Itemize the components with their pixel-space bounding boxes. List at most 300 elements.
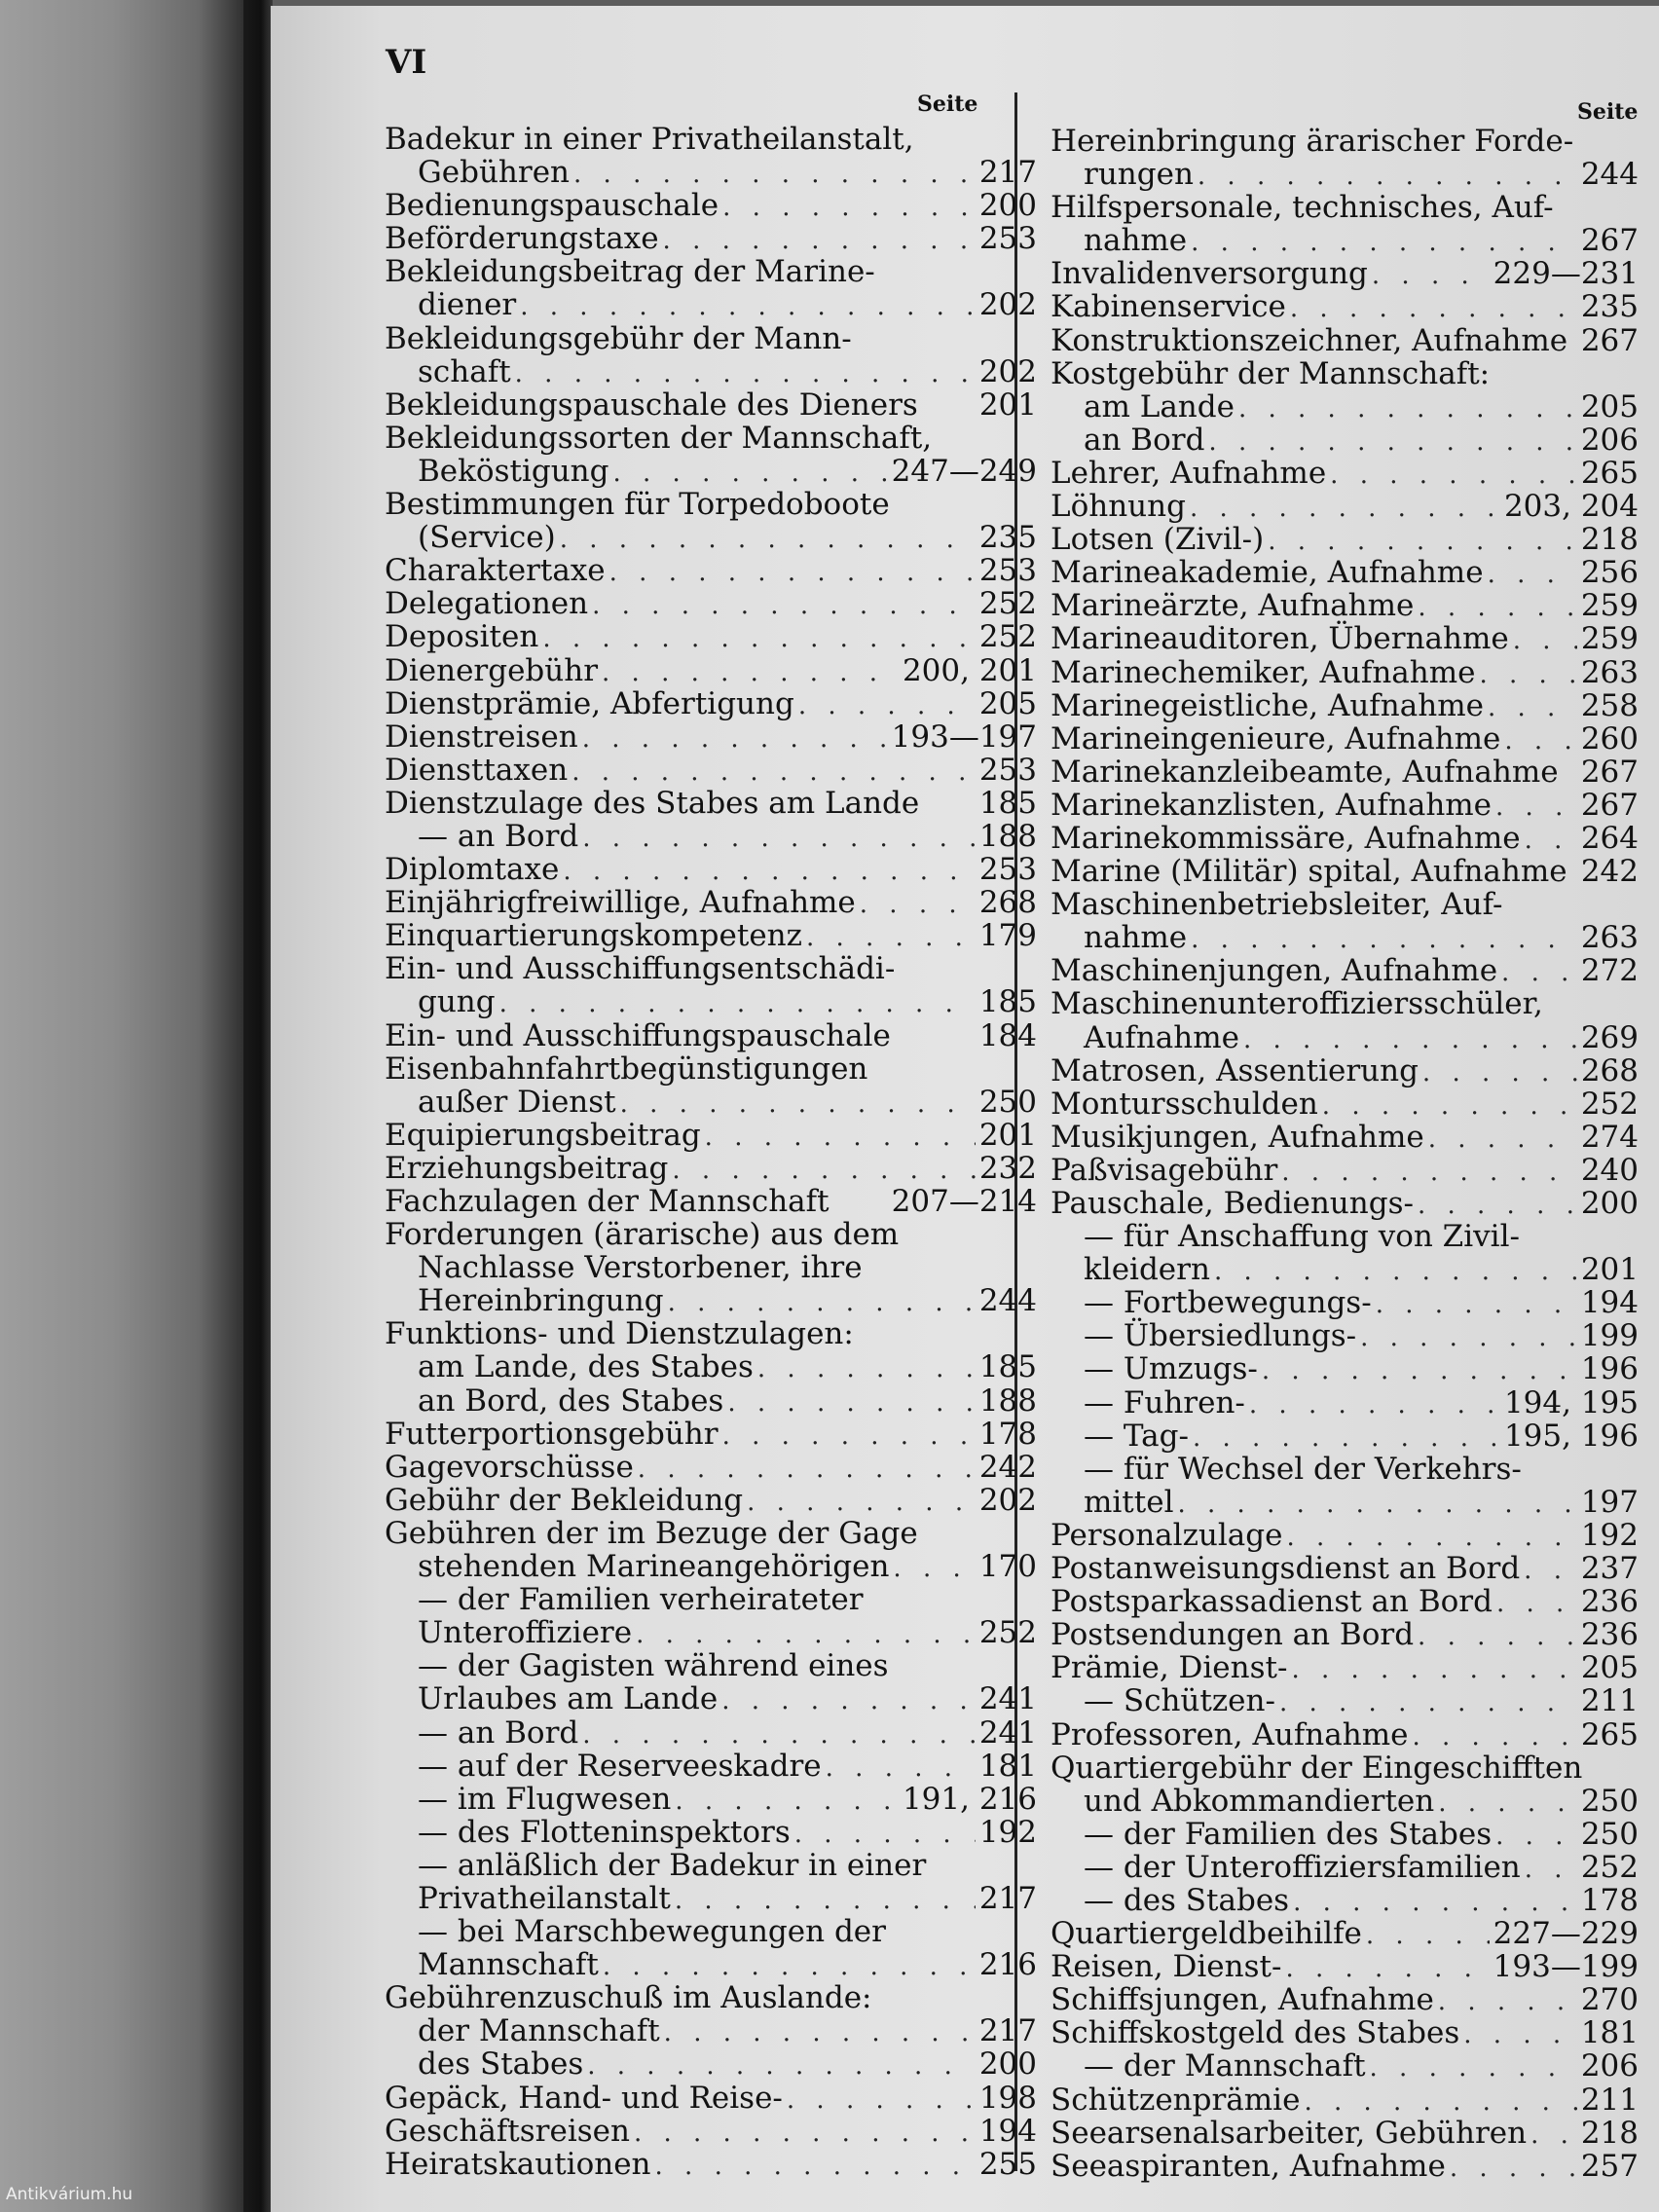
index-entry bbox=[1051, 1419, 1639, 1453]
leader-dots bbox=[893, 1552, 975, 1585]
leader-dots bbox=[1191, 226, 1577, 259]
index-entry-page: 258 bbox=[1580, 687, 1639, 723]
index-entry bbox=[1051, 789, 1639, 822]
index-entry bbox=[385, 222, 1037, 255]
index-entry bbox=[1051, 1585, 1639, 1618]
index-entry-term: Professoren, Aufnahme bbox=[1051, 1716, 1409, 1752]
index-entry bbox=[385, 1882, 1037, 1915]
leader-dots bbox=[722, 191, 976, 224]
leader-dots bbox=[1191, 923, 1577, 956]
index-entry-page: 267 bbox=[1580, 787, 1639, 823]
index-entry-term: Montursschulden bbox=[1051, 1086, 1318, 1122]
index-entry bbox=[385, 2014, 1037, 2047]
index-entry bbox=[385, 1816, 1037, 1849]
index-entry-term: — der Unteroffiziersfamilien bbox=[1084, 1849, 1521, 1885]
leader-dots bbox=[1488, 558, 1577, 591]
index-entry-term: Einjährigfreiwillige, Aufnahme bbox=[385, 885, 856, 921]
index-entry-term: Pauschale, Bedienungs- bbox=[1051, 1186, 1414, 1221]
index-entry bbox=[1051, 1319, 1639, 1352]
index-entry-page: 244 bbox=[978, 1283, 1037, 1319]
leader-dots bbox=[609, 556, 976, 589]
index-entry-page: 252 bbox=[1580, 1849, 1639, 1885]
index-entry-page: 272 bbox=[1580, 953, 1639, 989]
index-entry-page: 170 bbox=[978, 1549, 1037, 1585]
index-entry-page: 205 bbox=[1580, 1650, 1639, 1686]
index-entry-page: 253 bbox=[978, 553, 1037, 589]
index-entry-page: 188 bbox=[978, 818, 1037, 854]
index-entry bbox=[1051, 1486, 1639, 1519]
index-entry-page: 253 bbox=[978, 752, 1037, 788]
index-entry-term: Schützenprämie bbox=[1051, 2082, 1301, 2118]
leader-dots bbox=[1208, 425, 1576, 459]
index-entry-term: Maschinenbetriebsleiter, Auf- bbox=[1051, 887, 1503, 923]
index-entry-term: Futterportionsgebühr bbox=[385, 1416, 719, 1452]
index-entry-page: 263 bbox=[1580, 920, 1639, 956]
index-entry-term: Diensttaxen bbox=[385, 752, 569, 788]
index-entry-page: 252 bbox=[978, 619, 1037, 655]
index-entry-page: 235 bbox=[978, 520, 1037, 556]
index-entry-term: Dienergebühr bbox=[385, 652, 599, 688]
index-entry-term: Kabinenservice bbox=[1051, 289, 1286, 325]
index-entry-term: am Lande, des Stabes bbox=[418, 1349, 754, 1385]
index-entry bbox=[385, 189, 1037, 222]
index-entry bbox=[1051, 424, 1639, 457]
index-entry bbox=[1051, 324, 1639, 357]
index-entry bbox=[385, 1915, 1037, 1948]
index-entry-page: 253 bbox=[978, 221, 1037, 257]
index-entry bbox=[385, 1451, 1037, 1484]
index-entry-term: Erziehungsbeitrag bbox=[385, 1150, 669, 1186]
index-entry-term: Quartiergebühr der Eingeschifften bbox=[1051, 1750, 1583, 1786]
index-entry-term: Dienstzulage des Stabes am Lande bbox=[385, 785, 920, 821]
index-entry-page: 193—199 bbox=[1493, 1949, 1639, 1985]
index-entry-term: Geschäftsreisen bbox=[385, 2113, 630, 2149]
index-entry bbox=[1051, 2083, 1639, 2117]
index-entry bbox=[385, 1616, 1037, 1649]
index-entry-page: 206 bbox=[1580, 422, 1639, 458]
index-entry-page: 236 bbox=[1580, 1617, 1639, 1653]
leader-dots bbox=[1262, 1354, 1577, 1387]
index-entry-term: — Tag- bbox=[1084, 1418, 1189, 1454]
index-entry-term: Maschinenunteroffiziersschüler, bbox=[1051, 986, 1543, 1022]
index-entry-term: des Stabes bbox=[418, 2046, 584, 2083]
leader-dots bbox=[1418, 1189, 1577, 1222]
index-entry-term: Eisenbahnfahrtbegünstigungen bbox=[385, 1051, 868, 1087]
index-entry bbox=[385, 1384, 1037, 1418]
leader-dots bbox=[1412, 1720, 1576, 1753]
index-entry-page: 244 bbox=[1580, 157, 1639, 193]
index-entry-page: 205 bbox=[1580, 388, 1639, 424]
leader-dots bbox=[636, 1618, 976, 1651]
index-entry-page: 267 bbox=[1580, 322, 1639, 358]
index-entry bbox=[385, 1948, 1037, 1981]
index-entry-term: Lehrer, Aufnahme bbox=[1051, 455, 1327, 491]
index-entry-page: 203, 204 bbox=[1503, 489, 1639, 525]
index-entry bbox=[385, 1119, 1037, 1152]
leader-dots bbox=[1238, 392, 1577, 425]
index-entry-term: Depositen bbox=[385, 619, 539, 655]
index-entry-term: Musikjungen, Aufnahme bbox=[1051, 1119, 1424, 1155]
leader-dots bbox=[1293, 1886, 1577, 1919]
index-entry-term: Marineakademie, Aufnahme bbox=[1051, 555, 1484, 591]
index-entry bbox=[385, 1019, 1037, 1052]
index-entry-term: kleidern bbox=[1084, 1252, 1210, 1288]
index-entry bbox=[385, 1849, 1037, 1882]
index-entry bbox=[385, 1750, 1037, 1783]
index-entry bbox=[385, 156, 1037, 189]
index-entry-term: Bekleidungssorten der Mannschaft, bbox=[385, 420, 933, 456]
index-entry-term: Diplomtaxe bbox=[385, 852, 560, 888]
index-entry bbox=[1051, 257, 1639, 290]
leader-dots bbox=[1330, 459, 1577, 492]
index-entry-page: 194 bbox=[978, 2113, 1037, 2149]
index-entry bbox=[385, 1716, 1037, 1750]
index-entry-page: 252 bbox=[978, 586, 1037, 622]
index-entry-term: Hilfspersonale, technisches, Auf- bbox=[1051, 190, 1554, 226]
index-entry bbox=[385, 1152, 1037, 1185]
index-entry-term: Marineärzte, Aufnahme bbox=[1051, 588, 1415, 624]
leader-dots bbox=[499, 987, 976, 1020]
right-index-column bbox=[1051, 124, 1639, 2184]
index-entry-term: am Lande bbox=[1084, 388, 1235, 424]
index-entry bbox=[385, 322, 1037, 355]
index-entry-page: 270 bbox=[1580, 1982, 1639, 2018]
index-entry bbox=[1051, 1220, 1639, 1253]
index-entry-term: Equipierungsbeitrag bbox=[385, 1117, 701, 1153]
index-entry-page: 232 bbox=[978, 1150, 1037, 1186]
index-entry bbox=[1051, 1785, 1639, 1818]
index-entry bbox=[385, 288, 1037, 321]
index-entry-page: 250 bbox=[1580, 1816, 1639, 1852]
leader-dots bbox=[587, 2049, 976, 2083]
index-entry bbox=[1051, 921, 1639, 954]
leader-dots bbox=[563, 855, 975, 888]
leader-dots bbox=[1428, 1123, 1577, 1156]
index-entry-term: Paßvisagebühr bbox=[1051, 1152, 1278, 1188]
index-entry-term: — der Gagisten während eines bbox=[418, 1648, 889, 1684]
index-entry bbox=[1051, 1651, 1639, 1684]
index-entry-term: Marinegeistliche, Aufnahme bbox=[1051, 687, 1484, 723]
leader-dots bbox=[1495, 791, 1577, 824]
index-entry bbox=[385, 1185, 1037, 1218]
index-entry-term: Marine (Militär) spital, Aufnahme bbox=[1051, 854, 1567, 890]
index-entry-term: Ein- und Ausschiffungspauschale bbox=[385, 1017, 891, 1053]
leader-dots bbox=[860, 888, 976, 921]
index-entry-page: 237 bbox=[1580, 1551, 1639, 1587]
leader-dots bbox=[1286, 1521, 1576, 1554]
index-entry-page: 263 bbox=[1580, 654, 1639, 690]
index-entry-page: 217 bbox=[978, 2013, 1037, 2049]
index-entry bbox=[385, 1218, 1037, 1251]
index-entry bbox=[1051, 2049, 1639, 2083]
index-entry-page: 199 bbox=[1580, 1318, 1639, 1354]
index-entry-term: Löhnung bbox=[1051, 489, 1186, 525]
index-entry bbox=[1051, 1917, 1639, 1950]
index-entry-page: 253 bbox=[978, 852, 1037, 888]
index-entry-page: 264 bbox=[1580, 820, 1639, 856]
index-entry bbox=[385, 1418, 1037, 1451]
index-entry-page: 259 bbox=[1580, 588, 1639, 624]
index-entry-term: Reisen, Dienst- bbox=[1051, 1949, 1282, 1985]
index-entry bbox=[385, 355, 1037, 388]
index-entry-page: 178 bbox=[1580, 1882, 1639, 1918]
leader-dots bbox=[1360, 1321, 1577, 1354]
index-entry bbox=[385, 1550, 1037, 1583]
index-entry-page: 185 bbox=[978, 984, 1037, 1020]
leader-dots bbox=[571, 756, 976, 789]
index-entry bbox=[1051, 1154, 1639, 1187]
index-entry bbox=[1051, 1088, 1639, 1121]
leader-dots bbox=[1268, 525, 1577, 558]
index-entry-page: 218 bbox=[1580, 2115, 1639, 2151]
index-entry-page: 268 bbox=[978, 885, 1037, 921]
index-entry-term: Schiffsjungen, Aufnahme bbox=[1051, 1982, 1434, 2018]
index-entry-page: 268 bbox=[1580, 1052, 1639, 1088]
index-entry-term: Gagevorschüsse bbox=[385, 1449, 634, 1485]
index-entry-page: 202 bbox=[978, 353, 1037, 389]
index-entry bbox=[385, 422, 1037, 455]
index-entry-term: — für Anschaffung von Zivil- bbox=[1084, 1219, 1520, 1255]
leader-dots bbox=[1291, 1653, 1576, 1686]
index-entry-term: gung bbox=[418, 984, 496, 1020]
index-entry-page: 184 bbox=[978, 1017, 1037, 1053]
index-entry-term: — Umzugs- bbox=[1084, 1351, 1258, 1387]
index-entry bbox=[1051, 622, 1639, 655]
leader-dots bbox=[634, 2117, 976, 2150]
index-entry-term: schaft bbox=[418, 353, 511, 389]
index-entry-page: 178 bbox=[978, 1416, 1037, 1452]
leader-dots bbox=[663, 224, 976, 257]
index-entry bbox=[1051, 1286, 1639, 1319]
index-entry-term: stehenden Marineangehörigen bbox=[418, 1549, 890, 1585]
index-entry-page: 241 bbox=[978, 1714, 1037, 1751]
index-entry-term: — auf der Reserveeskadre bbox=[418, 1748, 822, 1784]
index-entry-term: an Bord bbox=[1084, 422, 1205, 458]
index-entry bbox=[1051, 1684, 1639, 1717]
index-entry-term: Marineauditoren, Übernahme bbox=[1051, 621, 1509, 657]
index-entry-page: 217 bbox=[978, 155, 1037, 191]
index-entry bbox=[385, 1484, 1037, 1517]
index-entry-page: 252 bbox=[978, 1615, 1037, 1651]
index-entry bbox=[385, 1649, 1037, 1682]
index-entry-term: — der Mannschaft bbox=[1084, 2048, 1366, 2084]
index-entry-term: diener bbox=[418, 287, 517, 323]
index-entry-term: Beköstigung bbox=[418, 453, 609, 489]
index-entry-term: Gebühren bbox=[418, 155, 571, 191]
index-entry bbox=[1051, 1054, 1639, 1088]
index-entry-term: Postanweisungsdienst an Bord bbox=[1051, 1551, 1521, 1587]
index-entry-page: 236 bbox=[1580, 1584, 1639, 1620]
leader-dots bbox=[721, 1684, 976, 1717]
leader-dots bbox=[727, 1386, 975, 1419]
index-entry-term: Privatheilanstalt bbox=[418, 1880, 671, 1916]
index-entry bbox=[385, 1783, 1037, 1816]
index-entry bbox=[1051, 888, 1639, 921]
index-entry bbox=[385, 787, 1037, 820]
index-entry bbox=[385, 654, 1037, 687]
index-entry-page: 227—229 bbox=[1493, 1916, 1639, 1952]
index-entry-page: 247—249 bbox=[891, 453, 1037, 489]
leader-dots bbox=[582, 1718, 976, 1751]
index-entry bbox=[1051, 1253, 1639, 1286]
index-entry bbox=[385, 919, 1037, 952]
index-entry bbox=[1051, 2016, 1639, 2049]
leader-dots bbox=[787, 2083, 976, 2117]
index-entry-page: 200 bbox=[978, 188, 1037, 224]
index-entry-page: 185 bbox=[978, 785, 1037, 821]
leader-dots bbox=[1488, 691, 1577, 724]
index-entry-term: Kostgebühr der Mannschaft: bbox=[1051, 355, 1491, 391]
index-entry-term: Gebührenzuschuß im Auslande: bbox=[385, 1980, 872, 2016]
index-entry-page: 194, 195 bbox=[1503, 1384, 1639, 1420]
index-entry-page: 241 bbox=[978, 1681, 1037, 1717]
leader-dots bbox=[757, 1352, 976, 1385]
index-entry-term: rungen bbox=[1084, 157, 1194, 193]
index-entry-term: Delegationen bbox=[385, 586, 589, 622]
index-entry-term: — anläßlich der Badekur in einer bbox=[418, 1847, 927, 1883]
leader-dots bbox=[620, 1088, 976, 1121]
index-entry-term: — Übersiedlungs- bbox=[1084, 1318, 1357, 1354]
index-entry-page: 179 bbox=[978, 918, 1037, 954]
index-entry-term: Funktions- und Dienstzulagen: bbox=[385, 1316, 854, 1352]
index-entry bbox=[385, 2115, 1037, 2148]
index-entry-term: an Bord, des Stabes bbox=[418, 1382, 724, 1419]
index-entry-term: Unteroffiziere bbox=[418, 1615, 633, 1651]
index-entry-page: 229—231 bbox=[1493, 256, 1639, 292]
leader-dots bbox=[1438, 1787, 1577, 1820]
index-entry-page: 201 bbox=[978, 1117, 1037, 1153]
index-entry-term: Dienstprämie, Abfertigung bbox=[385, 685, 794, 721]
leader-dots bbox=[1198, 160, 1577, 193]
leader-dots bbox=[1322, 1089, 1577, 1123]
index-entry-term: — der Familien des Stabes bbox=[1084, 1816, 1493, 1852]
leader-dots bbox=[675, 1785, 899, 1818]
index-entry-term: außer Dienst bbox=[418, 1084, 616, 1120]
index-entry bbox=[1051, 1818, 1639, 1851]
leader-dots bbox=[668, 1286, 976, 1319]
leader-dots bbox=[1422, 1056, 1577, 1089]
index-entry-term: Dienstreisen bbox=[385, 719, 578, 755]
index-entry bbox=[1051, 1453, 1639, 1486]
index-entry-page: 240 bbox=[1580, 1152, 1639, 1188]
leader-dots bbox=[1304, 2085, 1576, 2119]
index-entry-page: 197 bbox=[1580, 1484, 1639, 1520]
leader-dots bbox=[1372, 259, 1490, 292]
index-entry bbox=[1051, 1718, 1639, 1751]
index-entry-page: 252 bbox=[1580, 1086, 1639, 1122]
index-entry-term: Bestimmungen für Torpedoboote bbox=[385, 487, 890, 523]
leader-dots bbox=[1243, 1023, 1577, 1056]
index-entry-page: 242 bbox=[978, 1449, 1037, 1485]
index-entry-page: 217 bbox=[978, 1880, 1037, 1916]
leader-dots bbox=[520, 290, 976, 323]
index-entry bbox=[385, 1583, 1037, 1616]
index-entry-term: Urlaubes am Lande bbox=[418, 1681, 719, 1717]
index-entry-page: 265 bbox=[1580, 455, 1639, 491]
index-entry bbox=[1051, 1121, 1639, 1154]
index-entry-term: Maschinenjungen, Aufnahme bbox=[1051, 953, 1498, 989]
index-entry-page: 205 bbox=[978, 685, 1037, 721]
index-entry bbox=[385, 853, 1037, 886]
leader-dots bbox=[573, 158, 976, 191]
index-entry bbox=[385, 455, 1037, 488]
index-entry-term: — im Flugwesen bbox=[418, 1781, 672, 1817]
leader-dots bbox=[1279, 1686, 1577, 1719]
index-entry bbox=[385, 2047, 1037, 2081]
index-entry-page: 206 bbox=[1580, 2048, 1639, 2084]
index-entry bbox=[385, 985, 1037, 1018]
index-entry-page: 188 bbox=[978, 1382, 1037, 1419]
index-entry-term: (Service) bbox=[418, 520, 556, 556]
leader-dots bbox=[515, 357, 976, 390]
leader-dots bbox=[655, 2150, 976, 2183]
index-entry bbox=[1051, 357, 1639, 390]
leader-dots bbox=[1525, 1853, 1577, 1886]
index-entry bbox=[385, 123, 1037, 156]
index-entry-term: Prämie, Dienst- bbox=[1051, 1650, 1288, 1686]
index-entry-page: 194 bbox=[1580, 1285, 1639, 1321]
index-entry-term: Bekleidungsbeitrag der Marine- bbox=[385, 254, 875, 290]
leader-dots bbox=[672, 1154, 975, 1187]
index-entry-term: — an Bord bbox=[418, 1714, 579, 1751]
index-entry-term: Marinekommissäre, Aufnahme bbox=[1051, 820, 1521, 856]
leader-dots bbox=[1438, 1985, 1577, 2018]
index-entry-term: — der Familien verheirateter bbox=[418, 1582, 864, 1618]
index-entry bbox=[385, 388, 1037, 422]
index-entry bbox=[385, 255, 1037, 288]
index-entry-term: Personalzulage bbox=[1051, 1517, 1283, 1553]
index-entry-page: 211 bbox=[1580, 1683, 1639, 1719]
index-entry bbox=[1051, 2150, 1639, 2183]
index-entry-term: Lotsen (Zivil-) bbox=[1051, 522, 1265, 558]
leader-dots bbox=[1524, 1554, 1577, 1587]
index-entry-page: 200 bbox=[1580, 1186, 1639, 1221]
index-entry bbox=[1051, 1386, 1639, 1419]
leader-dots bbox=[592, 589, 976, 622]
left-index-column bbox=[385, 122, 1037, 2182]
index-entry bbox=[1051, 689, 1639, 722]
index-entry-term: Hereinbringung ärarischer Forde- bbox=[1051, 124, 1574, 159]
index-entry-term: nahme bbox=[1084, 920, 1188, 956]
leader-dots bbox=[1450, 2152, 1577, 2185]
leader-dots bbox=[664, 2016, 976, 2049]
index-entry bbox=[1051, 125, 1639, 158]
index-entry-term: Matrosen, Assentierung bbox=[1051, 1052, 1419, 1088]
index-entry-page: 250 bbox=[978, 1084, 1037, 1120]
right-column-header: Seite bbox=[1577, 99, 1639, 125]
index-entry-term: — Fortbewegungs- bbox=[1084, 1285, 1372, 1321]
index-entry-page: 265 bbox=[1580, 1716, 1639, 1752]
leader-dots bbox=[1290, 292, 1577, 325]
index-entry bbox=[1051, 822, 1639, 855]
leader-dots bbox=[806, 921, 976, 954]
leader-dots bbox=[560, 523, 976, 556]
leader-dots bbox=[1501, 956, 1577, 989]
index-entry-term: und Abkommandierten bbox=[1084, 1783, 1435, 1819]
index-entry-term: Heiratskautionen bbox=[385, 2146, 651, 2182]
index-entry-term: Marinekanzleibeamte, Aufnahme bbox=[1051, 754, 1559, 790]
index-entry bbox=[385, 1086, 1037, 1119]
index-entry bbox=[1051, 490, 1639, 523]
book-binding bbox=[243, 0, 273, 2212]
leader-dots bbox=[1525, 824, 1577, 857]
index-entry-page: 200 bbox=[978, 2046, 1037, 2083]
leader-dots bbox=[1376, 1288, 1577, 1321]
leader-dots bbox=[1281, 1156, 1577, 1189]
index-entry-term: Schiffskostgeld des Stabes bbox=[1051, 2015, 1460, 2051]
index-entry bbox=[385, 720, 1037, 754]
index-entry bbox=[1051, 1884, 1639, 1917]
